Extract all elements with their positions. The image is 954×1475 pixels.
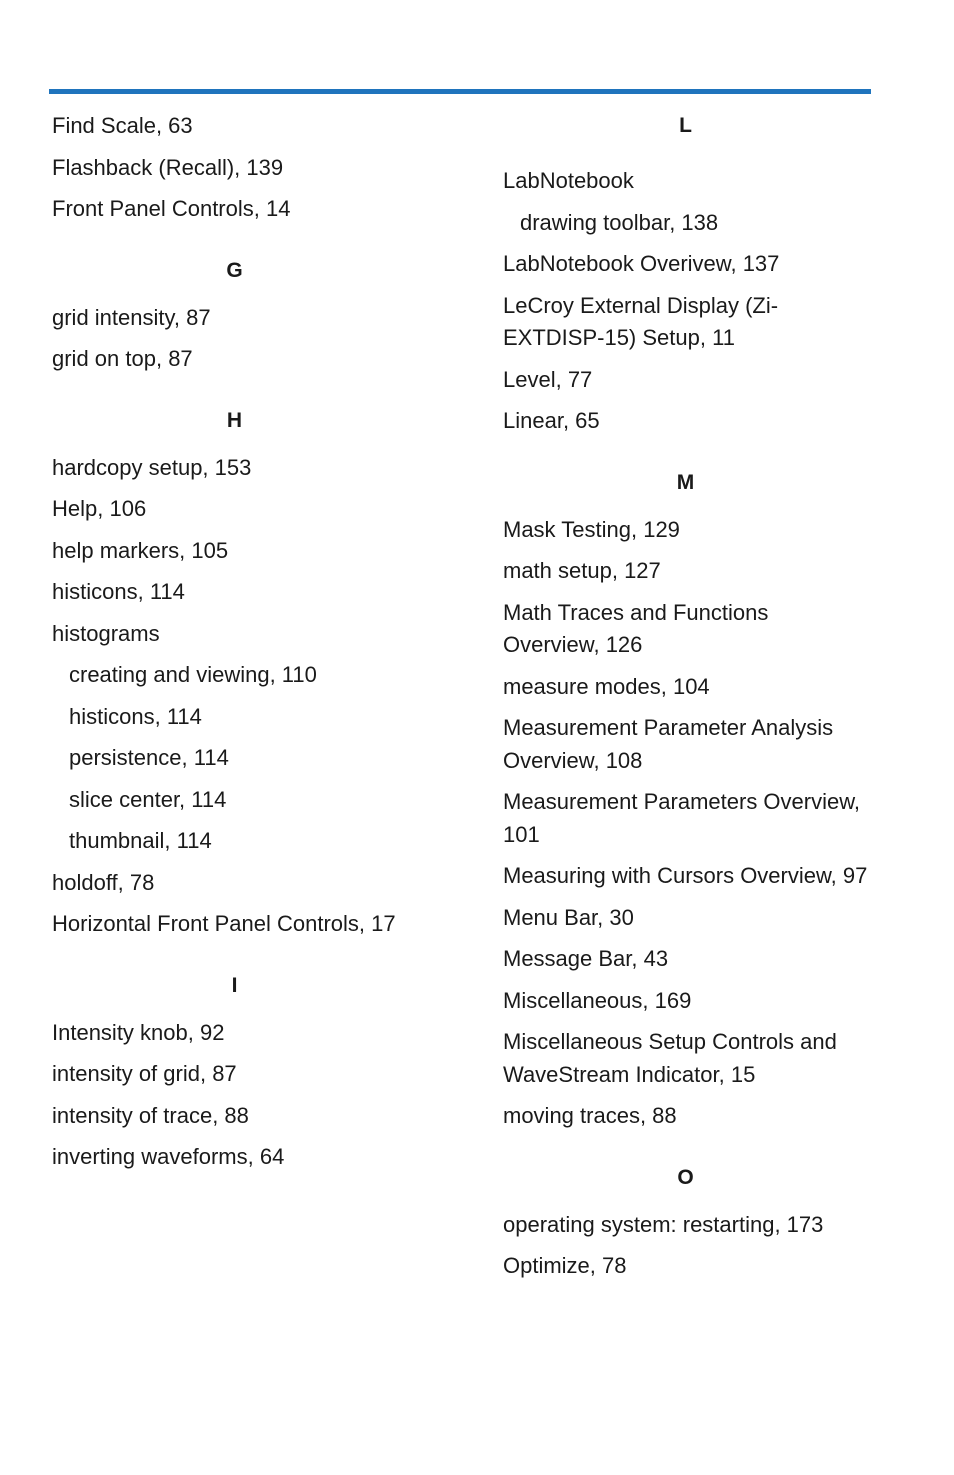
index-entry: operating system: restarting, 173	[503, 1211, 824, 1237]
index-entry: holdoff, 78	[52, 869, 155, 895]
index-entry: moving traces, 88	[503, 1103, 677, 1128]
index-entry: LabNotebook Overivew, 137	[503, 251, 780, 276]
index-entry: Measuring with Cursors Overview, 97	[503, 863, 868, 888]
index-letter-heading: O	[677, 1165, 694, 1189]
index-letter-heading: I	[231, 973, 238, 997]
index-entry: Help, 106	[52, 496, 147, 521]
index-letter-heading: H	[226, 408, 243, 432]
index-subentry: persistence, 114	[69, 745, 229, 770]
index-entry: intensity of trace, 88	[52, 1102, 249, 1128]
index-entry: Menu Bar, 30	[503, 904, 634, 930]
index-letter-heading: M	[676, 470, 695, 494]
index-entry: math setup, 127	[503, 558, 661, 583]
index-entry: Flashback (Recall), 139	[52, 154, 284, 180]
index-entry: Horizontal Front Panel Controls, 17	[52, 911, 396, 936]
index-entry: hardcopy setup, 153	[52, 454, 252, 480]
index-entry: intensity of grid, 87	[52, 1061, 237, 1086]
index-letter-heading: G	[226, 258, 243, 282]
index-entry: Find Scale, 63	[52, 113, 193, 138]
index-entry: measure modes, 104	[503, 673, 710, 699]
index-entry: Math Traces and Functions Overview, 126	[503, 599, 769, 657]
index-column-left	[52, 110, 417, 1183]
index-entry: inverting waveforms, 64	[52, 1144, 285, 1169]
header-rule	[49, 89, 871, 94]
index-entry: grid on top, 87	[52, 346, 193, 371]
index-entry: Mask Testing, 129	[503, 516, 680, 542]
index-entry: Optimize, 78	[503, 1253, 627, 1278]
index-entry: Message Bar, 43	[503, 946, 669, 971]
index-entry: Measurement Parameter Analysis Overview, 108	[503, 715, 834, 773]
index-entry: Miscellaneous Setup Controls and WaveStream Indicator, 15	[503, 1029, 837, 1087]
index-entry: histicons, 114	[52, 579, 185, 604]
index-entry: Level, 77	[503, 366, 593, 392]
index-entry: Intensity knob, 92	[52, 1019, 225, 1045]
index-subentry: drawing toolbar, 138	[520, 209, 719, 235]
index-subentry: creating and viewing, 110	[69, 662, 317, 687]
index-entry: Measurement Parameters Overview, 101	[503, 789, 861, 847]
index-column-right	[503, 110, 868, 1292]
index-letter-heading: L	[679, 114, 692, 137]
index-subentry: histicons, 114	[69, 703, 202, 729]
index-subentry: thumbnail, 114	[69, 828, 212, 853]
index-entry: help markers, 105	[52, 537, 229, 563]
index-entry: LeCroy External Display (Zi-EXTDISP-15) Setup, 11	[503, 292, 779, 350]
index-entry: histograms	[52, 620, 160, 646]
index-entry: Miscellaneous, 169	[503, 987, 692, 1013]
index-entry: Linear, 65	[503, 408, 600, 433]
index-entry: LabNotebook	[503, 168, 634, 193]
index-subentry: slice center, 114	[69, 786, 227, 812]
index-entry: Front Panel Controls, 14	[52, 196, 291, 221]
index-entry: grid intensity, 87	[52, 304, 211, 330]
